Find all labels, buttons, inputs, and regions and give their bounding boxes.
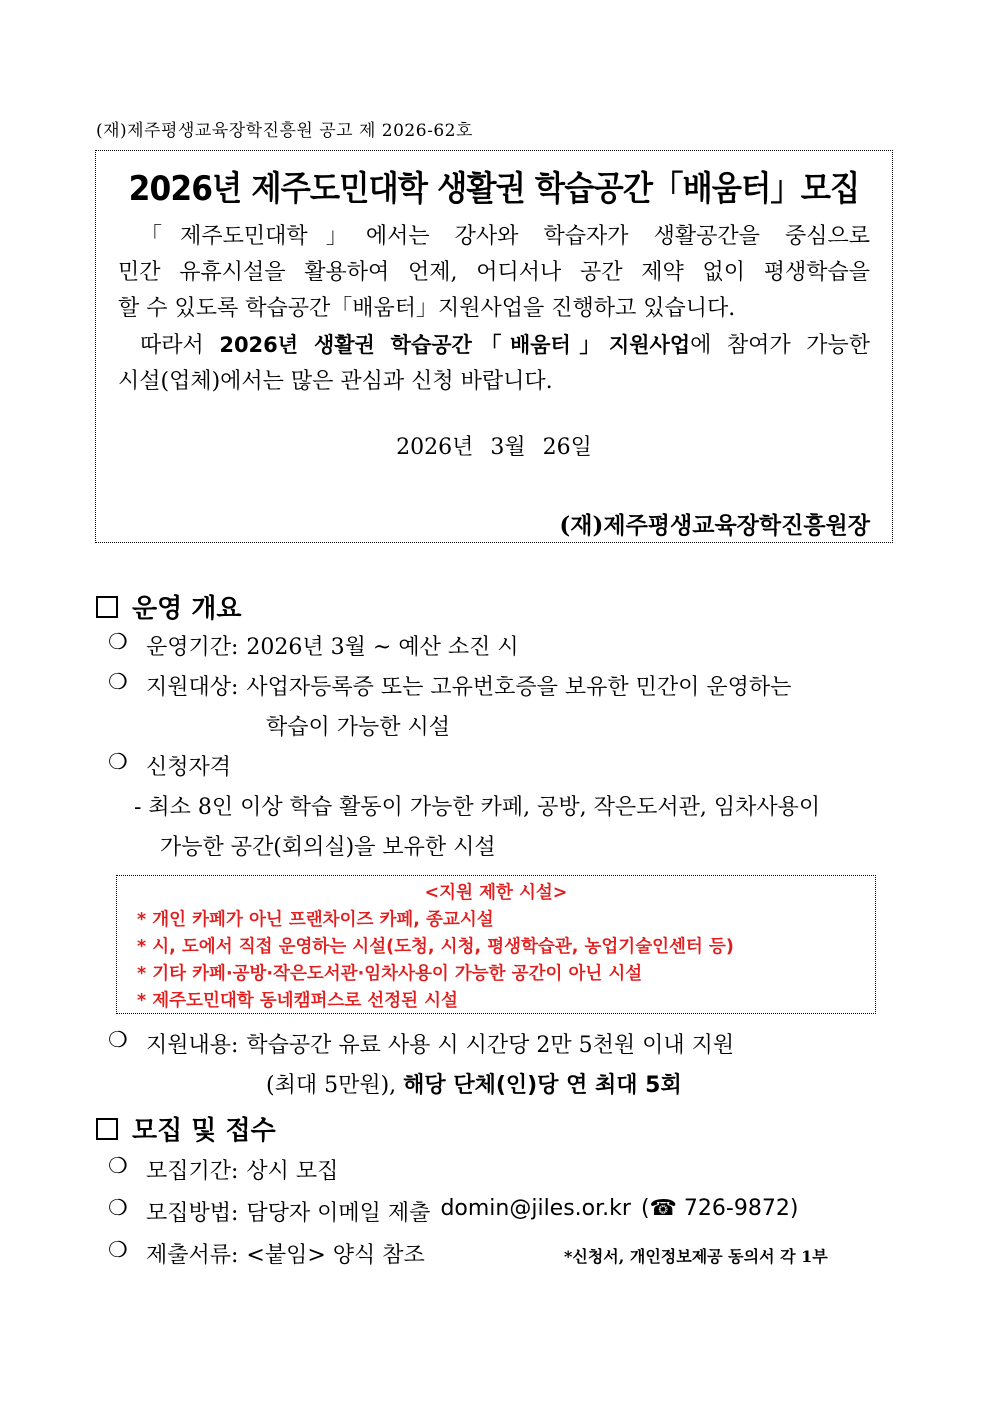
notice-date: 2026년 3월 26일 <box>396 435 592 460</box>
intro-line-2: 민간 유휴시설을 활용하여 언제, 어디서나 공간 제약 없이 평생학습을 <box>118 260 870 285</box>
intro-line-4-pre: 따라서 <box>140 333 220 358</box>
restricted-item: * 개인 카페가 아닌 프랜차이즈 카페, 종교시설 <box>137 910 494 930</box>
intro-line-5: 시설(업체)에서는 많은 관심과 신청 바랍니다. <box>118 369 553 394</box>
circle-bullet-icon: ❍ <box>108 750 128 775</box>
overview-period <box>108 630 519 661</box>
overview-support-line-2 <box>266 1068 682 1099</box>
contact-email-link[interactable]: domin@jiles.or.kr <box>440 1196 631 1221</box>
overview-period-value: 2026년 3월 ~ 예산 소진 시 <box>246 635 519 660</box>
intro-line-4-post: 에 참여가 가능한 <box>690 333 870 358</box>
section-heading-overview-label: 운영 개요 <box>132 594 242 624</box>
overview-support <box>108 1028 734 1059</box>
qualification-line-2: 가능한 공간(회의실)을 보유한 시설 <box>160 835 496 860</box>
intro-line-4-bold: 2026년 생활권 학습공간「배움터」지원사업 <box>219 333 691 357</box>
overview-support-label: 지원내용: <box>146 1033 239 1058</box>
restricted-item: * 기타 카페·공방·작은도서관·임차사용이 가능한 공간이 아닌 시설 <box>137 964 643 984</box>
square-bullet-icon <box>96 596 118 618</box>
restricted-item: * 제주도민대학 동네캠퍼스로 선정된 시설 <box>137 991 458 1011</box>
overview-support-line-1: 학습공간 유료 사용 시 시간당 2만 5천원 이내 지원 <box>246 1033 735 1058</box>
restricted-facilities-box <box>116 875 876 1014</box>
support-line-2-pre: (최대 5만원), <box>266 1073 404 1098</box>
overview-qualification-label: 신청자격 <box>146 755 232 780</box>
overview-target-line-2: 학습이 가능한 시설 <box>266 715 451 740</box>
page-title: 2026년 제주도민대학 생활권 학습공간「배움터」모집 <box>128 169 860 209</box>
overview-period-label: 운영기간: <box>146 635 239 660</box>
recruit-method-label: 모집방법: <box>146 1201 239 1226</box>
overview-target-label: 지원대상: <box>146 675 239 700</box>
intro-paragraph <box>118 219 870 400</box>
issuer-name: (재)제주평생교육장학진흥원장 <box>559 512 870 539</box>
contact-phone: (☎ 726-9872) <box>640 1196 799 1221</box>
section-heading-recruit-label: 모집 및 접수 <box>132 1116 276 1146</box>
recruit-documents-label: 제출서류: <box>146 1243 239 1268</box>
recruit-period-label: 모집기간: <box>146 1159 239 1184</box>
circle-bullet-icon: ❍ <box>108 630 128 655</box>
restricted-item: * 시, 도에서 직접 운영하는 시설(도청, 시청, 평생학습관, 농업기술인센터 등) <box>137 937 734 957</box>
recruit-period <box>108 1154 338 1185</box>
overview-qualification <box>108 750 231 781</box>
notice-number: (재)제주평생교육장학진흥원 공고 제 2026-62호 <box>96 121 473 141</box>
circle-bullet-icon: ❍ <box>108 1154 128 1179</box>
announcement-box <box>95 150 893 543</box>
section-heading-overview <box>96 588 242 625</box>
recruit-method <box>108 1196 798 1227</box>
documents-note: *신청서, 개인정보제공 동의서 각 1부 <box>564 1247 828 1266</box>
circle-bullet-icon: ❍ <box>108 1238 128 1263</box>
overview-target-line-1: 사업자등록증 또는 고유번호증을 보유한 민간이 운영하는 <box>246 675 792 700</box>
circle-bullet-icon: ❍ <box>108 1028 128 1053</box>
recruit-documents <box>108 1238 425 1269</box>
qualification-line-1: - 최소 8인 이상 학습 활동이 가능한 카페, 공방, 작은도서관, 임차사용이 <box>134 795 821 820</box>
section-heading-recruit <box>96 1110 276 1147</box>
intro-line-3: 할 수 있도록 학습공간「배움터」지원사업을 진행하고 있습니다. <box>118 296 736 321</box>
intro-line-1: 「제주도민대학」에서는 강사와 학습자가 생활공간을 중심으로 <box>140 224 870 249</box>
support-line-2-bold: 해당 단체(인)당 연 최대 5회 <box>403 1073 682 1098</box>
restricted-facilities-title: <지원 제한 시설> <box>424 883 568 903</box>
recruit-documents-value: <붙임> 양식 참조 <box>246 1243 425 1268</box>
overview-target <box>108 670 791 701</box>
circle-bullet-icon: ❍ <box>108 670 128 695</box>
recruit-period-value: 상시 모집 <box>246 1159 339 1184</box>
intro-line-4 <box>118 327 870 364</box>
circle-bullet-icon: ❍ <box>108 1196 128 1221</box>
recruit-method-value: 담당자 이메일 제출 <box>246 1201 431 1226</box>
square-bullet-icon <box>96 1118 118 1140</box>
